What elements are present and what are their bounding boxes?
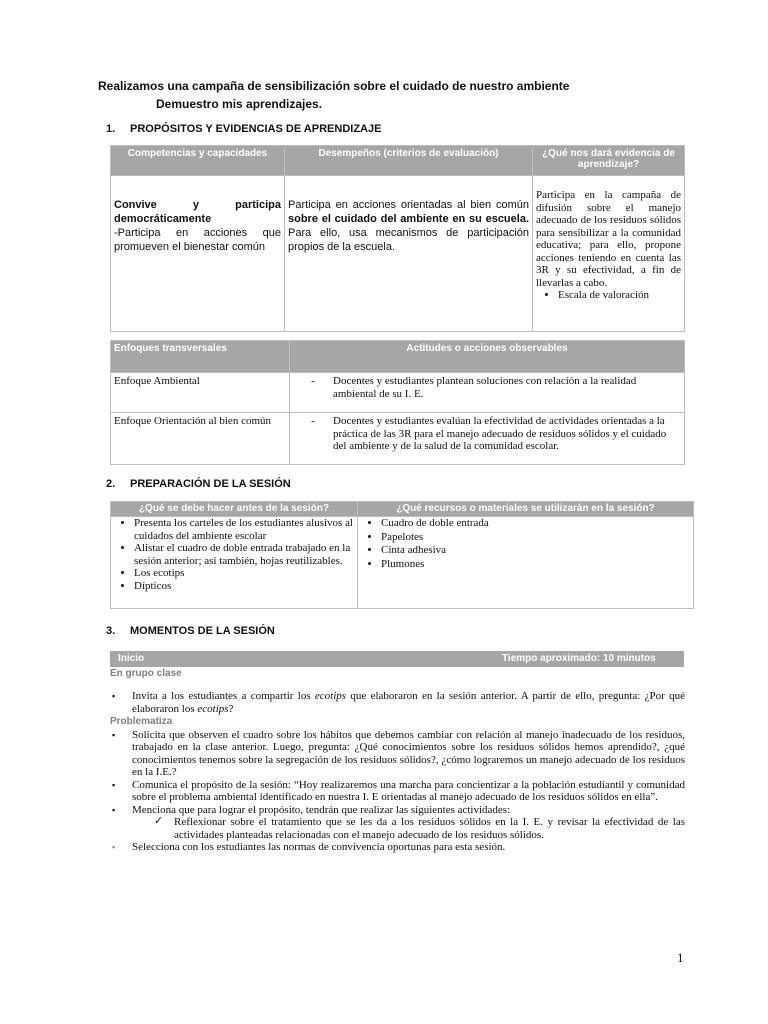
list-item: • Los ecotips xyxy=(134,567,354,580)
before-session-cell xyxy=(111,517,358,609)
inicio-bar xyxy=(110,651,684,667)
section-number: 1. xyxy=(106,123,116,135)
dash-marker: - xyxy=(311,415,315,427)
approaches-table xyxy=(110,340,685,465)
approach-name: Enfoque Orientación al bien común xyxy=(111,413,290,465)
item-text: Solicita que observen el cuadro sobre los hábitos que debemos cambiar con relación al manejo inadecuado de los residuos, trabajado en la clase anterior. Luego, pregunta: ¿Qué conocimientos sobre los residuos sólidos hemos aprendido?, ¿qué conocimientos tenemos sobre la segregación de los residuos sólidos?, ¿cómo lograremos un manejo adecuado de los residuos en la I.E.? xyxy=(132,728,685,778)
list-item: • Papelotes xyxy=(381,531,690,545)
square-bullet-icon: ▪ xyxy=(112,729,116,740)
list-item: • Plumones xyxy=(381,558,690,572)
performance-bold: sobre el cuidado del ambiente en su escuela. xyxy=(288,213,529,225)
item-text: Selecciona con los estudiantes las normas de convivencia oportunas para esta sesión. xyxy=(132,841,506,853)
table-header: Enfoques transversales xyxy=(111,341,290,373)
list-item xyxy=(110,779,685,804)
document-subtitle: Demuestro mis aprendizajes. xyxy=(156,97,323,111)
document-title: Realizamos una campaña de sensibilización sobre el cuidado de nuestro ambiente xyxy=(98,79,570,93)
list-item: • Cinta adhesiva xyxy=(381,544,690,558)
approach-name: Enfoque Ambiental xyxy=(111,373,290,413)
evidence-cell xyxy=(533,176,685,332)
session-moments xyxy=(110,690,685,854)
approach-action: Docentes y estudiantes evalúan la efectividad de actividades orientadas a la práctica de las 3R para el manejo adecuado de residuos sólidos y el cuidado xyxy=(333,415,667,440)
evaluation-instrument: • Escala de valoración xyxy=(558,289,681,302)
section-3-heading xyxy=(106,625,275,637)
table-header: ¿Qué recursos o materiales se utilizarán en la sesión? xyxy=(358,502,694,517)
square-bullet-icon: ▪ xyxy=(112,804,116,815)
time-label: Tiempo aproximado: 10 minutos xyxy=(502,653,656,664)
item-text: Menciona que para lograr el propósito, tendrán que realizar las siguientes actividades: xyxy=(132,803,511,816)
table-header: Competencias y capacidades xyxy=(111,146,285,176)
ecotips-term: ecotips xyxy=(197,702,229,715)
preparation-table xyxy=(110,501,694,609)
subitem-text: Reflexionar sobre el tratamiento que se les da a los residuos sólidos en la I. E. y revisar la efectividad de las actividades planteadas relacionadas con el manejo adecuado de los residuos sólidos. xyxy=(174,816,685,841)
item-text: Comunica el propósito de la sesión: “Hoy realizaremos una marcha para concientizar a la población estudiantil y comunidad sobre el problema ambiental identificado en nuestra I. E orientadas al manejo adecuado de los residuos sólidos en ella”. xyxy=(132,778,685,803)
resources-cell xyxy=(358,517,694,609)
invite-text: Invita a los estudiantes a compartir los xyxy=(132,690,315,702)
performance-cell xyxy=(285,176,533,332)
problematiza-label: Problematiza xyxy=(110,716,173,727)
section-1-heading xyxy=(106,123,381,135)
section-number: 3. xyxy=(106,625,116,637)
capacity-text: -Participa en acciones que promueven el bienestar común xyxy=(114,227,281,253)
approach-action: Docentes y estudiantes plantean soluciones con relación a la realidad ambiental de su I. E. xyxy=(333,375,637,400)
ecotips-term: ecotips xyxy=(314,690,347,702)
list-item xyxy=(110,804,685,817)
list-item xyxy=(110,841,685,854)
section-number: 2. xyxy=(106,478,116,490)
performance-text: Participa en acciones orientadas al bien común xyxy=(288,199,529,211)
square-bullet-icon: ▪ xyxy=(112,779,116,790)
section-title: MOMENTOS DE LA SESIÓN xyxy=(130,625,275,637)
table-header: Desempeños (criterios de evaluación) xyxy=(285,146,533,176)
list-item: • Presenta los carteles de los estudiantes alusivos al cuidados del ambiente escolar xyxy=(134,517,354,542)
evidence-text: Participa en la campaña de difusión sobre el manejo adecuado de los residuos sólidos para sensibilizar a la comunidad educativa; para ello, propone acciones teniendo en cuenta las 3R y su efectividad, a fin de llevarlas a cabo. xyxy=(536,189,681,289)
square-bullet-icon: ▪ xyxy=(112,842,116,852)
section-2-heading xyxy=(106,478,291,490)
table-header: Actitudes o acciones observables xyxy=(290,341,685,373)
table-header: ¿Qué nos dará evidencia de aprendizaje? xyxy=(533,146,685,176)
dash-marker: - xyxy=(311,375,315,387)
list-item xyxy=(110,690,685,715)
invite-text-3: ? xyxy=(228,702,234,715)
table-header: ¿Qué se debe hacer antes de la sesión? xyxy=(111,502,358,517)
square-bullet-icon: ▪ xyxy=(112,691,116,701)
section-title: PROPÓSITOS Y EVIDENCIAS DE APRENDIZAJE xyxy=(130,123,382,135)
sub-list-item xyxy=(110,816,685,841)
group-class-label: En grupo clase xyxy=(110,668,182,679)
approach-action-cell xyxy=(290,413,685,465)
list-item xyxy=(110,729,685,779)
list-item: • Cuadro de doble entrada xyxy=(381,517,690,531)
page-number: 1 xyxy=(677,950,684,965)
performance-text-2: Para ello, usa mecanismos de participación propios de la escuela. xyxy=(288,227,529,253)
competence-title: Convive y participa democráticamente xyxy=(114,199,281,225)
list-item: • Alistar el cuadro de doble entrada trabajado en la sesión anterior; así también, hojas reutilizables. xyxy=(134,542,354,567)
purposes-table xyxy=(110,145,685,332)
check-icon: ✓ xyxy=(154,815,164,827)
inicio-label: Inicio xyxy=(118,653,145,664)
list-item: • Dípticos xyxy=(134,580,354,593)
approach-action-cont: del ambiente y de la salud de la comunidad escolar. xyxy=(333,440,560,452)
approach-action-cell xyxy=(290,373,685,413)
invite-text-2: que elaboraron en la sesión anterior. A partir de ello, pregunta: ¿Por qué elaboraron los xyxy=(132,690,685,715)
competence-cell xyxy=(111,176,285,332)
section-title: PREPARACIÓN DE LA SESIÓN xyxy=(130,478,291,490)
